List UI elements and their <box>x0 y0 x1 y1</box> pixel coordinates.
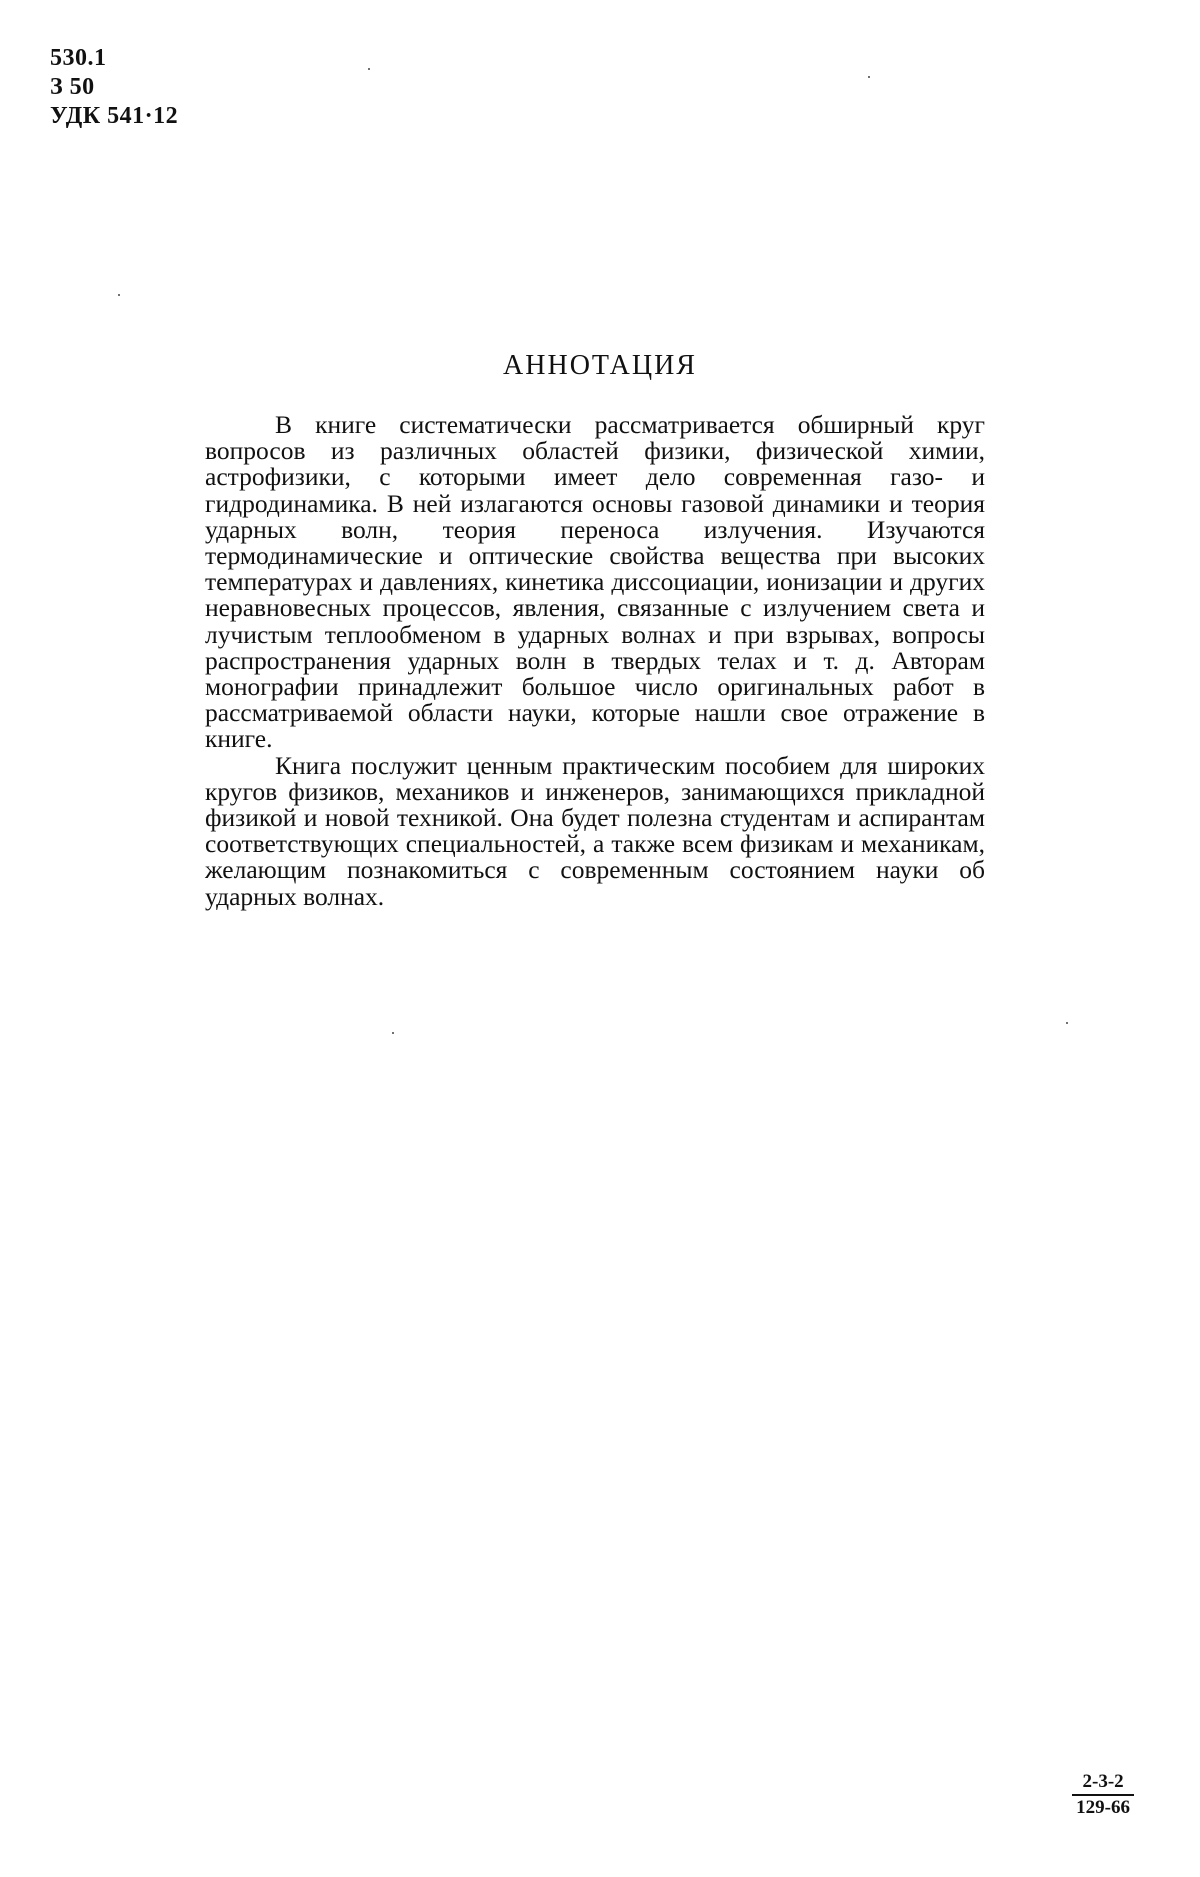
scan-speck <box>392 1032 394 1034</box>
scan-speck <box>118 294 120 296</box>
publisher-code-top: 2-3-2 <box>1072 1770 1134 1796</box>
scan-speck <box>1066 1022 1068 1024</box>
annotation-title: АННОТАЦИЯ <box>503 350 697 381</box>
classification-code: 530.1 <box>50 45 107 71</box>
annotation-paragraph-1: В книге систематически рассматривается обширный круг вопросов из различных областей физики, физической химии, астрофизики, с которыми имеет дело современная газо- и гидродинамика. В ней излагаются основы газовой динамики и теория ударных волн, теория переноса излучения. Изучаются термодинамические и оптические свойства вещества при высоких температурах и давлениях, кинетика диссоциации, ионизации и других неравновесных процессов, явления, связанные с излучением света и лучистым теплообменом в ударных волнах и при взрывах, вопросы распространения ударных волн в твердых телах и т. д. Авторам монографии принадлежит большое число оригинальных работ в рассматриваемой области науки, которые нашли свое отражение в книге. <box>205 410 985 754</box>
scan-speck <box>868 76 870 78</box>
author-mark-code: З 50 <box>50 74 95 100</box>
udc-code: УДК 541·12 <box>50 103 179 129</box>
publisher-code <box>1072 1770 1134 1820</box>
annotation-body <box>205 412 985 910</box>
catalog-codes <box>50 44 178 131</box>
scan-speck <box>368 68 370 70</box>
annotation-paragraph-2: Книга послужит ценным практическим пособием для широких кругов физиков, механиков и инженеров, занимающихся прикладной физикой и новой техникой. Она будет полезна студентам и аспирантам соответствующих специальностей, а также всем физикам и механикам, желающим познакомиться с современным состоянием науки об ударных волнах. <box>205 750 985 911</box>
publisher-code-bottom: 129-66 <box>1076 1797 1130 1818</box>
